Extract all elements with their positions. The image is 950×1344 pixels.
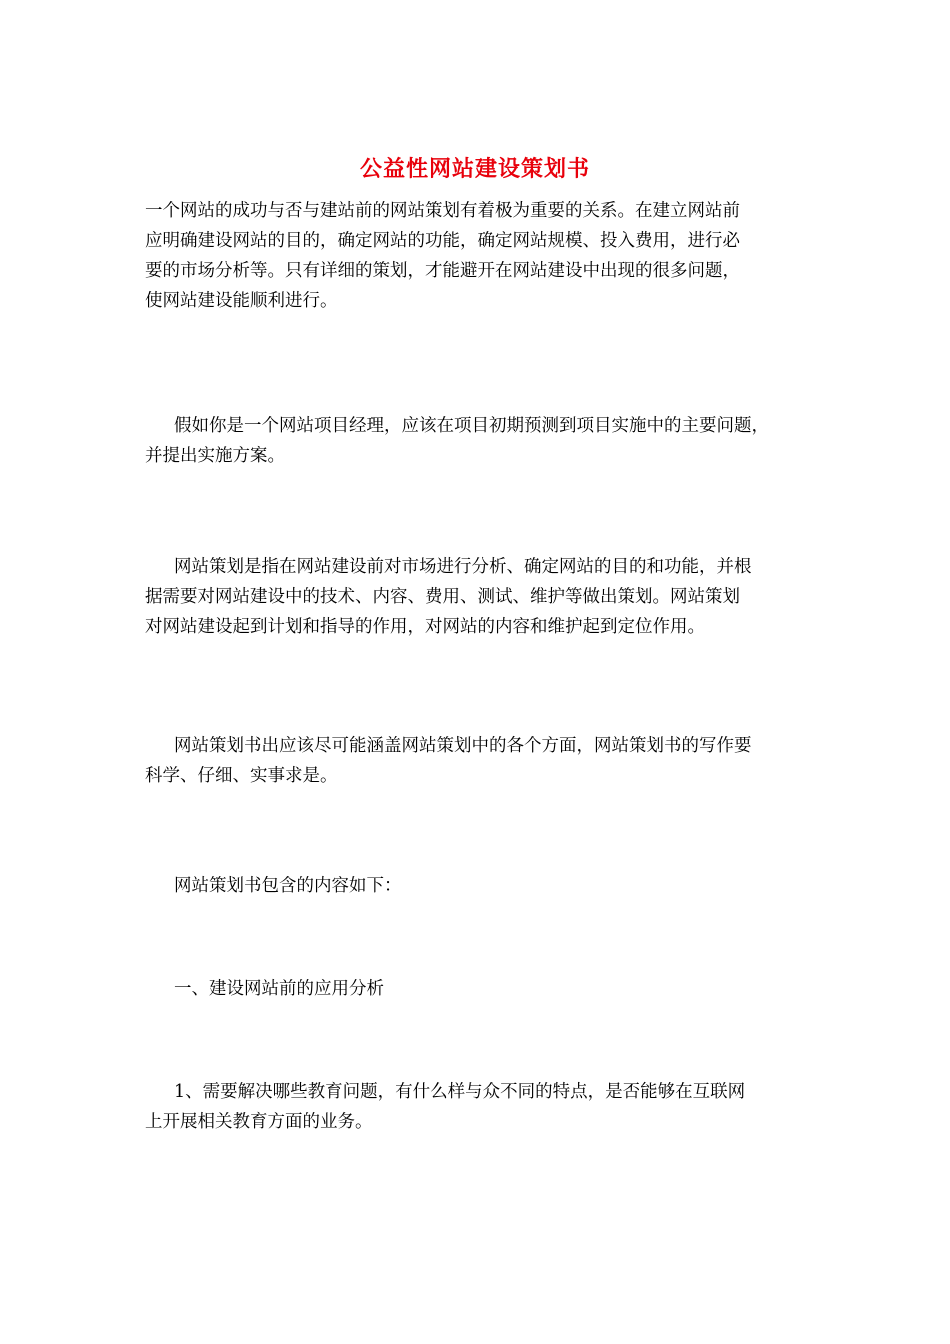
paragraph-line: 应明确建设网站的目的，确定网站的功能，确定网站规模、投入费用，进行必 [145, 231, 740, 251]
paragraph-line: 对网站建设起到计划和指导的作用，对网站的内容和维护起到定位作用。 [145, 617, 705, 637]
paragraph-line: 一个网站的成功与否与建站前的网站策划有着极为重要的关系。在建立网站前 [145, 201, 740, 221]
paragraph-contents-intro [145, 871, 815, 901]
paragraph-line: 网站策划是指在网站建设前对市场进行分析、确定网站的目的和功能，并根 [174, 557, 752, 577]
paragraph-line: 上开展相关教育方面的业务。 [145, 1112, 373, 1132]
paragraph-project-manager [145, 411, 815, 471]
list-item-1 [145, 1077, 815, 1137]
paragraph-line: 并提出实施方案。 [145, 446, 285, 466]
paragraph-line: 假如你是一个网站项目经理，应该在项目初期预测到项目实施中的主要问题， [174, 416, 769, 436]
paragraph-line: 1、需要解决哪些教育问题，有什么样与众不同的特点，是否能够在互联网 [174, 1082, 746, 1102]
paragraph-line: 科学、仔细、实事求是。 [145, 766, 338, 786]
paragraph-line: 网站策划书包含的内容如下： [174, 876, 402, 896]
paragraph-line: 使网站建设能顺利进行。 [145, 291, 338, 311]
paragraph-line: 据需要对网站建设中的技术、内容、费用、测试、维护等做出策划。网站策划 [145, 587, 740, 607]
paragraph-definition [145, 552, 815, 642]
section-heading-one [145, 974, 815, 1004]
paragraph-line: 一、建设网站前的应用分析 [174, 979, 384, 999]
paragraph-scope [145, 731, 815, 791]
paragraph-line: 要的市场分析等。只有详细的策划，才能避开在网站建设中出现的很多问题， [145, 261, 740, 281]
document-title: 公益性网站建设策划书 [359, 156, 590, 182]
paragraph-intro [145, 196, 815, 316]
paragraph-line: 网站策划书出应该尽可能涵盖网站策划中的各个方面，网站策划书的写作要 [174, 736, 752, 756]
